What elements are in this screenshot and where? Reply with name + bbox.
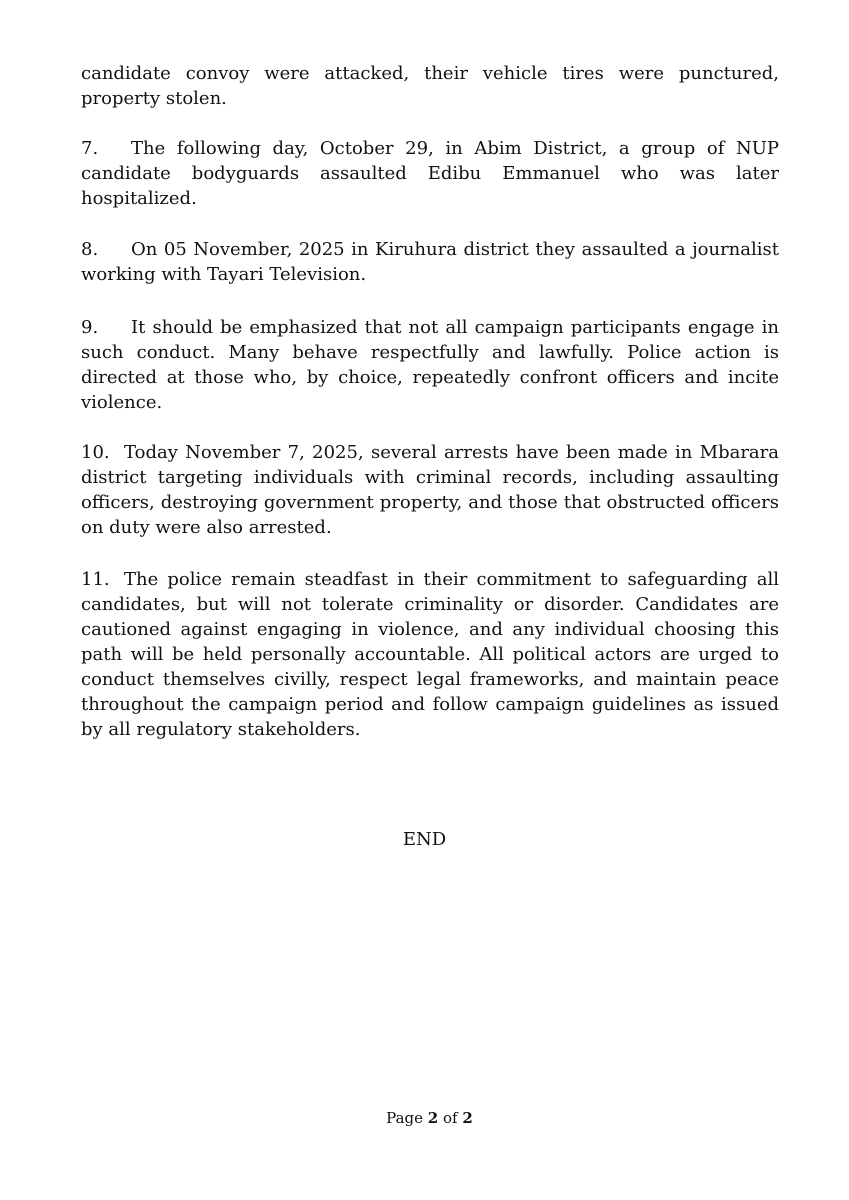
paragraph-text: The police remain steadfast in their commitment to safeguarding all candidates, but will not tolerate criminality or disorder. Candidates are cautioned against engaging in violence, and any individual choosing this path will be held personally accountable. All political actors are urged to conduct themselves civilly, respect legal frameworks, and maintain peace throughout the campaign period and follow campaign guidelines as issued by all regulatory stakeholders. — [81, 569, 779, 740]
current-page-number: 2 — [427, 1109, 439, 1127]
page-footer — [0, 1108, 849, 1128]
paragraph-number: 7. — [81, 138, 99, 159]
page-label: Page — [386, 1109, 424, 1127]
paragraph-number: 11. — [81, 569, 110, 590]
paragraph-9 — [81, 315, 779, 415]
paragraph-text: It should be emphasized that not all campaign participants engage in such conduct. Many behave respectfully and lawfully. Police action is directed at those who, by choice, repeatedly confront officers and incite violence. — [81, 317, 779, 413]
of-label: of — [443, 1109, 458, 1127]
paragraph-number: 10. — [81, 442, 110, 463]
continuation-paragraph — [81, 61, 779, 111]
paragraph-number: 9. — [81, 317, 99, 338]
paragraph-8 — [81, 237, 779, 287]
paragraph-text: On 05 November, 2025 in Kiruhura district they assaulted a journalist working with Tayari Television. — [81, 239, 779, 285]
paragraph-number: 8. — [81, 239, 99, 260]
paragraph-text: The following day, October 29, in Abim District, a group of NUP candidate bodyguards assaulted Edibu Emmanuel who was later hospitalized. — [81, 138, 779, 209]
paragraph-11 — [81, 567, 779, 742]
paragraph-7 — [81, 136, 779, 211]
end-marker: END — [402, 829, 447, 850]
paragraph-text: Today November 7, 2025, several arrests have been made in Mbarara district targeting individuals with criminal records, including assaulting officers, destroying government property, and those that obstructed officers on duty were also arrested. — [81, 442, 779, 538]
continuation-text: candidate convoy were attacked, their vehicle tires were punctured, property stolen. — [81, 63, 779, 109]
paragraph-10 — [81, 440, 779, 540]
total-pages-number: 2 — [462, 1109, 473, 1127]
